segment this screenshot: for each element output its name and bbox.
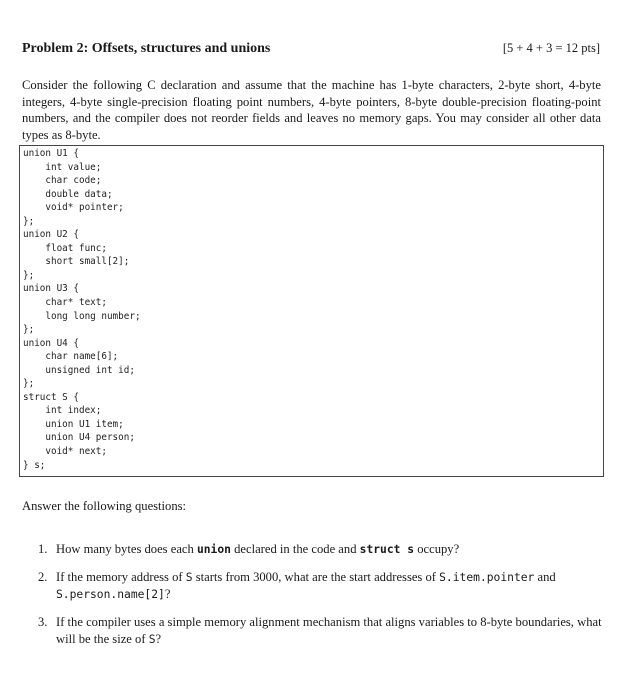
- code-block: [19, 145, 604, 477]
- question-item: [38, 569, 602, 603]
- question-text-part: How many bytes does each: [56, 542, 197, 556]
- question-text-part: ?: [164, 587, 171, 601]
- question-item: [38, 541, 602, 558]
- question-item: [38, 614, 602, 648]
- question-text-part: occupy?: [414, 542, 460, 556]
- code-listing: union U1 { int value; char code; double data; void* pointer; }; union U2 { float func; short small[2]; }; union U3 { char* text; long long number; }; union U4 { char name[6]; unsigned int id; }; struct S { int index; union U1 item; union U4 person; void* next; } s;: [23, 148, 141, 471]
- question-number: 3.: [38, 615, 48, 629]
- question-text: [56, 541, 602, 558]
- question-number: 2.: [38, 570, 48, 584]
- code-keyword: struct s: [359, 543, 415, 556]
- question-list: [38, 541, 602, 659]
- question-number: 1.: [38, 542, 48, 556]
- question-text: [56, 569, 602, 603]
- answer-heading: Answer the following questions:: [22, 499, 187, 513]
- question-text-part: If the memory address of: [56, 570, 186, 584]
- code-keyword: union: [196, 543, 231, 556]
- question-text-part: starts from 3000, what are the start addresses of: [192, 570, 440, 584]
- problem-points: [5 + 4 + 3 = 12 pts]: [502, 41, 600, 55]
- question-text-part: declared in the code and: [230, 542, 360, 556]
- question-text-part: and: [534, 570, 556, 584]
- question-text-part: If the compiler uses a simple memory alignment mechanism that aligns variables to 8-byte boundaries, what will be the size of: [56, 615, 602, 646]
- problem-title: Problem 2: Offsets, structures and unions: [22, 41, 271, 56]
- problem-intro: Consider the following C declaration and assume that the machine has 1-byte characters, 2-byte short, 4-byte integers, 4-byte single-precision floating point numbers, 4-byte pointers, 8-byte double-precision floating-point numbers, and the compiler does not reorder fields and leaves no memory gaps. You may consider all other data types as 8-byte.: [22, 78, 601, 142]
- code-identifier: S: [185, 571, 193, 584]
- code-identifier: S: [148, 633, 156, 646]
- question-text-part: ?: [155, 632, 162, 646]
- code-identifier: S.item.pointer: [439, 571, 535, 584]
- problem-header: [22, 41, 600, 57]
- code-identifier: S.person.name[2]: [56, 588, 165, 601]
- question-text: [56, 614, 602, 648]
